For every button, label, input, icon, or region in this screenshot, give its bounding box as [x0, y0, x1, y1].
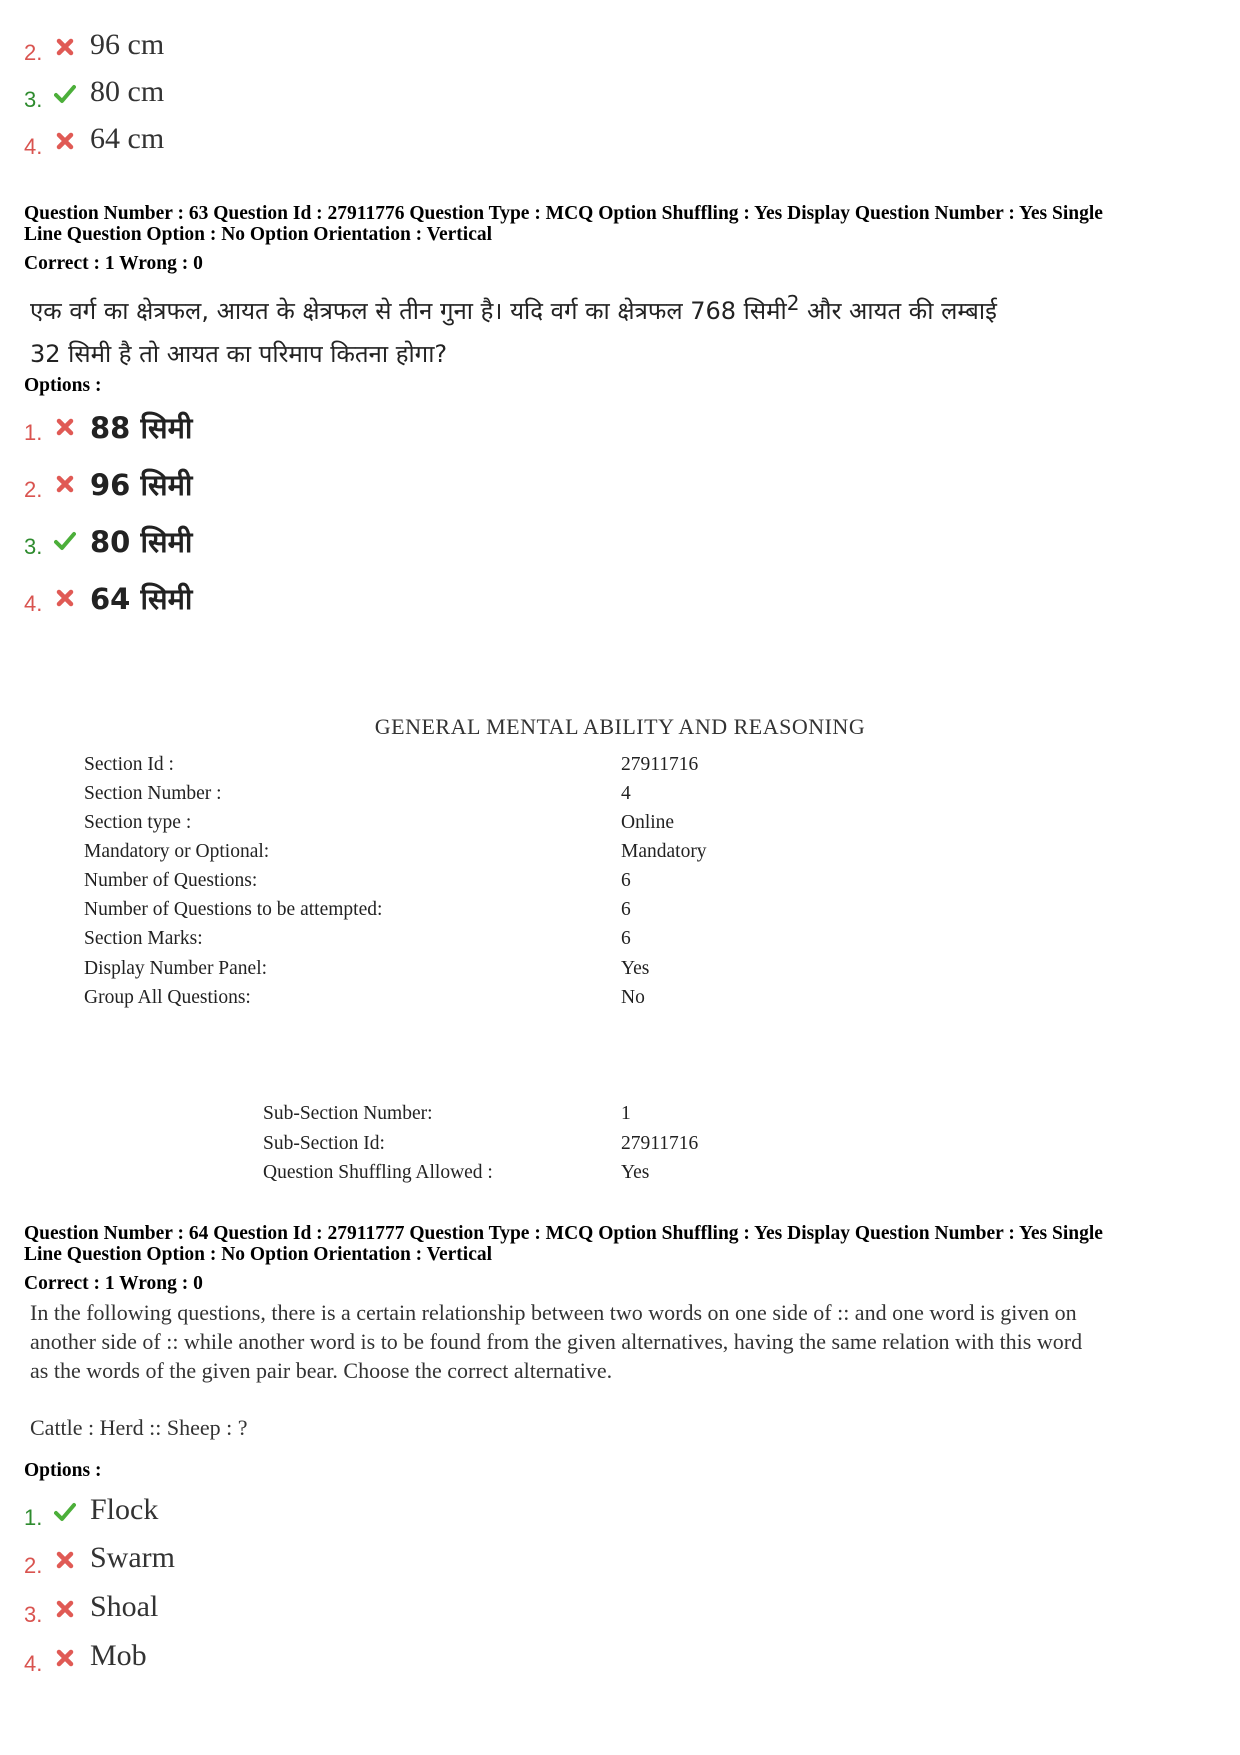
- question-text: [30, 1298, 1220, 1385]
- question-meta-line1: Question Number : 63 Question Id : 27911776 Question Type : MCQ Option Shuffling : Yes Display Question Number : Yes Single: [24, 203, 1103, 224]
- options-label: Options :: [24, 1460, 102, 1481]
- question-text-line2: 32 सिमी है तो आयत का परिमाप कितना होगा?: [30, 340, 448, 368]
- checkmark-icon: [54, 83, 76, 105]
- section-title: GENERAL MENTAL ABILITY AND REASONING: [374, 714, 866, 739]
- option-text: 80 सिमी: [90, 525, 193, 559]
- option-text: Shoal: [90, 1590, 159, 1623]
- option-text: 96 cm: [90, 28, 165, 61]
- option-item: [24, 1590, 624, 1630]
- option-text: Swarm: [90, 1541, 175, 1574]
- option-item: [24, 579, 624, 619]
- cross-icon: [54, 416, 76, 438]
- option-text: 96 सिमी: [90, 468, 193, 502]
- question-text-line1: In the following questions, there is a certain relationship between two words on one side of :: and one word is given on: [30, 1300, 1077, 1325]
- option-item: [24, 522, 624, 562]
- section-label: Number of Questions:: [84, 870, 258, 891]
- section-value: No: [621, 987, 645, 1008]
- option-number: 1.: [24, 420, 43, 445]
- option-item: [24, 75, 624, 115]
- question-meta-line2: Line Question Option : No Option Orientation : Vertical: [24, 1244, 493, 1265]
- option-item: [24, 1639, 624, 1679]
- option-item: [24, 465, 624, 505]
- option-item: [24, 1493, 624, 1533]
- option-text: 64 cm: [90, 122, 165, 155]
- subsection-value: Yes: [621, 1162, 650, 1183]
- question-marks: Correct : 1 Wrong : 0: [24, 253, 203, 274]
- subsection-label: Sub-Section Id:: [263, 1133, 385, 1154]
- option-text: 88 सिमी: [90, 411, 193, 445]
- option-text: 80 cm: [90, 75, 165, 108]
- option-text: Flock: [90, 1493, 159, 1526]
- section-value: Online: [621, 812, 675, 833]
- cross-icon: [54, 1647, 76, 1669]
- question-marks: Correct : 1 Wrong : 0: [24, 1273, 203, 1294]
- subsection-label: Question Shuffling Allowed :: [263, 1162, 493, 1183]
- question-text-part: एक वर्ग का क्षेत्रफल, आयत के क्षेत्रफल से तीन गुना है। यदि वर्ग का क्षेत्रफल 768 सिमी: [30, 297, 787, 325]
- option-number: 2.: [24, 1553, 43, 1578]
- section-label: Mandatory or Optional:: [84, 841, 270, 862]
- section-label: Section type :: [84, 812, 192, 833]
- section-label: Section Number :: [84, 783, 222, 804]
- checkmark-icon: [54, 1501, 76, 1523]
- question-meta: [24, 203, 1224, 245]
- section-label: Section Id :: [84, 754, 174, 775]
- subsection-label: Sub-Section Number:: [263, 1103, 433, 1124]
- superscript: 2: [786, 291, 800, 315]
- cross-icon: [54, 1598, 76, 1620]
- options-label: Options :: [24, 375, 102, 396]
- question-meta-line1: Question Number : 64 Question Id : 27911777 Question Type : MCQ Option Shuffling : Yes Display Question Number : Yes Single: [24, 1223, 1103, 1244]
- analogy-text: Cattle : Herd :: Sheep : ?: [30, 1415, 248, 1440]
- section-value: 6: [621, 928, 631, 949]
- section-label: Section Marks:: [84, 928, 203, 949]
- cross-icon: [54, 587, 76, 609]
- option-number: 3.: [24, 87, 43, 112]
- section-label: Number of Questions to be attempted:: [84, 899, 383, 920]
- question-meta: [24, 1223, 1224, 1265]
- option-number: 4.: [24, 134, 43, 159]
- question-text-line3: as the words of the given pair bear. Choose the correct alternative.: [30, 1358, 613, 1383]
- cross-icon: [54, 1549, 76, 1571]
- option-text: 64 सिमी: [90, 582, 193, 616]
- option-number: 4.: [24, 591, 43, 616]
- cross-icon: [54, 36, 76, 58]
- section-value: 27911716: [621, 754, 699, 775]
- question-text-line1: [30, 282, 1210, 333]
- question-text-line2: another side of :: while another word is to be found from the given alternatives, having the same relation with this word: [30, 1329, 1083, 1354]
- section-value: 6: [621, 870, 631, 891]
- option-number: 1.: [24, 1505, 43, 1530]
- subsection-value: 1: [621, 1103, 631, 1124]
- option-text: Mob: [90, 1639, 147, 1672]
- section-value: Mandatory: [621, 841, 707, 862]
- section-value: 6: [621, 899, 631, 920]
- option-number: 3.: [24, 534, 43, 559]
- question-meta-line2: Line Question Option : No Option Orientation : Vertical: [24, 224, 493, 245]
- option-item: [24, 1541, 624, 1581]
- cross-icon: [54, 130, 76, 152]
- checkmark-icon: [54, 530, 76, 552]
- option-number: 3.: [24, 1602, 43, 1627]
- question-text-part: और आयत की लम्बाई: [799, 297, 997, 325]
- section-value: 4: [621, 783, 631, 804]
- option-number: 2.: [24, 40, 43, 65]
- option-item: [24, 28, 624, 68]
- section-label: Display Number Panel:: [84, 958, 268, 979]
- section-value: Yes: [621, 958, 650, 979]
- subsection-value: 27911716: [621, 1133, 699, 1154]
- option-number: 4.: [24, 1651, 43, 1676]
- question-text: [30, 282, 1210, 376]
- cross-icon: [54, 473, 76, 495]
- option-number: 2.: [24, 477, 43, 502]
- option-item: [24, 122, 624, 162]
- option-item: [24, 408, 624, 448]
- section-label: Group All Questions:: [84, 987, 251, 1008]
